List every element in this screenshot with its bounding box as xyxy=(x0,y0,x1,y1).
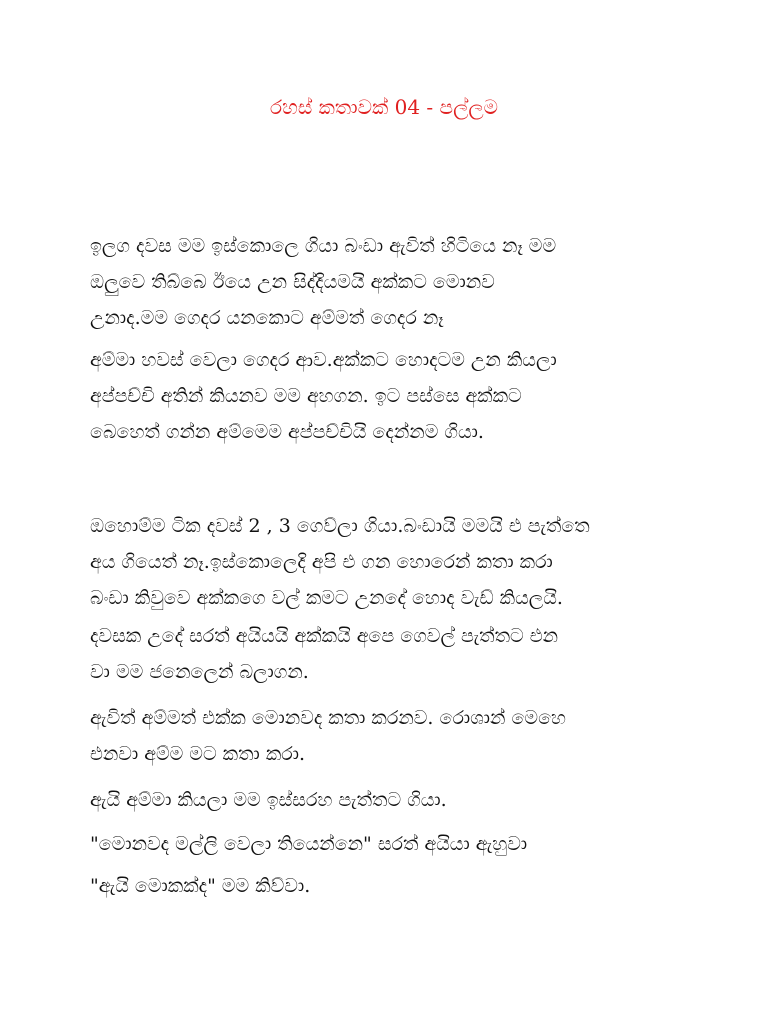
paragraph-line: අප්පච්චි අතින් කියනව මම අහගන. ඉට පස්සෙ අක්කට xyxy=(90,385,522,407)
paragraph-line: එනවා අම්ම මට කතා කරා. xyxy=(90,743,306,765)
paragraph xyxy=(90,508,690,616)
paragraph-line: අය ගියෙත් නෑ.ඉස්කොලෙදි අපි එ ගන හොරෙන් කතා කරා xyxy=(90,551,553,573)
paragraph xyxy=(90,700,690,772)
paragraph-line: "ඇයි මොකක්ද" මම කිව්වා. xyxy=(90,875,311,897)
paragraph xyxy=(90,228,690,336)
paragraph-line: වා මම ජනෙලෙන් බලාගන. xyxy=(90,661,309,683)
document-title: රහස් කතාවක් 04 - පල්ලම xyxy=(270,95,498,119)
paragraph-line: ඇයි අම්මා කියලා මම ඉස්සරහ පැත්තට ගියා. xyxy=(90,789,447,811)
paragraph-line: ඔහොම්ම ටික දවස් 2 , 3 ගෙව්ලා ගියා.බංඩායි මමයි එ පැත්තෙ xyxy=(90,515,590,537)
paragraph xyxy=(90,618,690,690)
paragraph-line: ඔලුවෙ තිබ්බෙ ඊයෙ උන සිද්දියමයි අක්කට මොනව xyxy=(90,271,495,293)
paragraph-line: බෙහෙත් ගන්න අම්මෙම අප්පච්චියි දෙන්නම ගියා. xyxy=(90,421,484,443)
paragraph-line: උනාද.මම ගෙදර යනකොට අම්මත් ගෙදර නෑ xyxy=(90,307,444,329)
paragraph xyxy=(90,782,690,818)
paragraph-line: දවසක උදේ සරත් අයියයි අක්කයි අපෙ ගෙවල් පැත්තට එන xyxy=(90,625,559,647)
paragraph-line: "මොනවද මල්ලි වෙලා තියෙන්නෙ" සරත් අයියා ඇහුවා xyxy=(90,833,528,855)
paragraph-line: බංඩා කිවුවෙ අක්කගෙ වල් කමට උනදේ හොද වැඩ් කියලයි. xyxy=(90,587,563,609)
paragraph-line: ඉලග දවස මම ඉස්කොලෙ ගියා බංඩා ඇවිත් හිටියෙ නෑ මම xyxy=(90,235,557,257)
paragraph xyxy=(90,868,690,904)
paragraph-line: ඇවිත් අම්මත් එක්ක මොනවද කතා කරනව. රොශාන් මෙහෙ xyxy=(90,707,566,729)
paragraph xyxy=(90,342,690,450)
paragraph-line: අම්මා හවස් වෙලා ගෙදර ආව.අක්කට හොදටම උන කියලා xyxy=(90,349,557,371)
paragraph xyxy=(90,826,690,862)
